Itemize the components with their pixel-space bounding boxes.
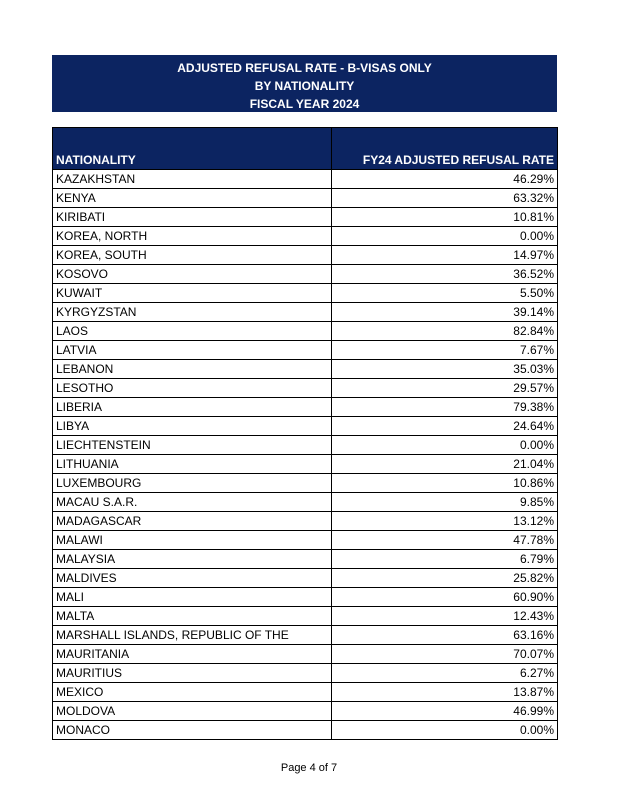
refusal-rate-table [52,127,558,740]
table-row [53,189,558,208]
nationality-cell: MARSHALL ISLANDS, REPUBLIC OF THE [53,626,332,645]
table-row [53,721,558,740]
nationality-cell: LITHUANIA [53,455,332,474]
refusal-rate-cell: 46.99% [332,702,558,721]
table-row [53,645,558,664]
refusal-rate-cell: 12.43% [332,607,558,626]
table-row [53,550,558,569]
refusal-rate-cell: 0.00% [332,227,558,246]
refusal-rate-cell: 60.90% [332,588,558,607]
nationality-cell: LEBANON [53,360,332,379]
refusal-rate-table-container [52,127,557,740]
refusal-rate-cell: 35.03% [332,360,558,379]
table-row [53,474,558,493]
refusal-rate-cell: 24.64% [332,417,558,436]
table-row [53,360,558,379]
refusal-rate-cell: 14.97% [332,246,558,265]
table-row [53,436,558,455]
nationality-cell: LIBERIA [53,398,332,417]
refusal-rate-cell: 63.32% [332,189,558,208]
table-row [53,246,558,265]
table-row [53,664,558,683]
table-row [53,379,558,398]
table-row [53,208,558,227]
nationality-cell: KOSOVO [53,265,332,284]
table-row [53,569,558,588]
refusal-rate-cell: 63.16% [332,626,558,645]
refusal-rate-cell: 10.81% [332,208,558,227]
nationality-cell: MALTA [53,607,332,626]
refusal-rate-cell: 70.07% [332,645,558,664]
table-row [53,170,558,189]
refusal-rate-cell: 5.50% [332,284,558,303]
table-row [53,493,558,512]
table-row [53,512,558,531]
refusal-rate-cell: 29.57% [332,379,558,398]
table-row [53,284,558,303]
nationality-cell: KYRGYZSTAN [53,303,332,322]
table-row [53,683,558,702]
table-row [53,322,558,341]
nationality-cell: KOREA, NORTH [53,227,332,246]
nationality-cell: LESOTHO [53,379,332,398]
nationality-cell: MADAGASCAR [53,512,332,531]
nationality-cell: MEXICO [53,683,332,702]
refusal-rate-cell: 46.29% [332,170,558,189]
nationality-cell: MALAYSIA [53,550,332,569]
table-row [53,531,558,550]
page-number: Page 4 of 7 [280,762,338,774]
refusal-rate-cell: 7.67% [332,341,558,360]
refusal-rate-cell: 10.86% [332,474,558,493]
nationality-cell: MALAWI [53,531,332,550]
refusal-rate-cell: 6.27% [332,664,558,683]
nationality-cell: LUXEMBOURG [53,474,332,493]
nationality-cell: LIECHTENSTEIN [53,436,332,455]
nationality-cell: KIRIBATI [53,208,332,227]
refusal-rate-cell: 13.87% [332,683,558,702]
nationality-cell: MAURITIUS [53,664,332,683]
nationality-cell: KENYA [53,189,332,208]
table-row [53,588,558,607]
table-body [53,170,558,740]
table-header-row [53,128,558,170]
nationality-cell: MOLDOVA [53,702,332,721]
nationality-cell: KAZAKHSTAN [53,170,332,189]
report-title-banner [52,55,557,112]
nationality-cell: LAOS [53,322,332,341]
table-row [53,303,558,322]
table-row [53,455,558,474]
column-header-nationality: NATIONALITY [53,128,332,170]
table-row [53,341,558,360]
refusal-rate-cell: 0.00% [332,721,558,740]
table-row [53,417,558,436]
refusal-rate-cell: 82.84% [332,322,558,341]
title-line-2: BY NATIONALITY [254,79,355,93]
refusal-rate-cell: 25.82% [332,569,558,588]
refusal-rate-cell: 21.04% [332,455,558,474]
table-row [53,626,558,645]
nationality-cell: MONACO [53,721,332,740]
nationality-cell: MAURITANIA [53,645,332,664]
refusal-rate-cell: 6.79% [332,550,558,569]
nationality-cell: KUWAIT [53,284,332,303]
refusal-rate-cell: 39.14% [332,303,558,322]
table-row [53,607,558,626]
nationality-cell: LATVIA [53,341,332,360]
nationality-cell: MACAU S.A.R. [53,493,332,512]
nationality-cell: KOREA, SOUTH [53,246,332,265]
table-row [53,265,558,284]
table-row [53,227,558,246]
title-line-3: FISCAL YEAR 2024 [249,97,360,111]
refusal-rate-cell: 47.78% [332,531,558,550]
refusal-rate-cell: 36.52% [332,265,558,284]
nationality-cell: MALI [53,588,332,607]
nationality-cell: LIBYA [53,417,332,436]
refusal-rate-cell: 0.00% [332,436,558,455]
refusal-rate-cell: 13.12% [332,512,558,531]
nationality-cell: MALDIVES [53,569,332,588]
column-header-refusal-rate: FY24 ADJUSTED REFUSAL RATE [332,128,558,170]
title-line-1: ADJUSTED REFUSAL RATE - B-VISAS ONLY [177,61,432,75]
table-row [53,702,558,721]
refusal-rate-cell: 9.85% [332,493,558,512]
refusal-rate-cell: 79.38% [332,398,558,417]
table-row [53,398,558,417]
